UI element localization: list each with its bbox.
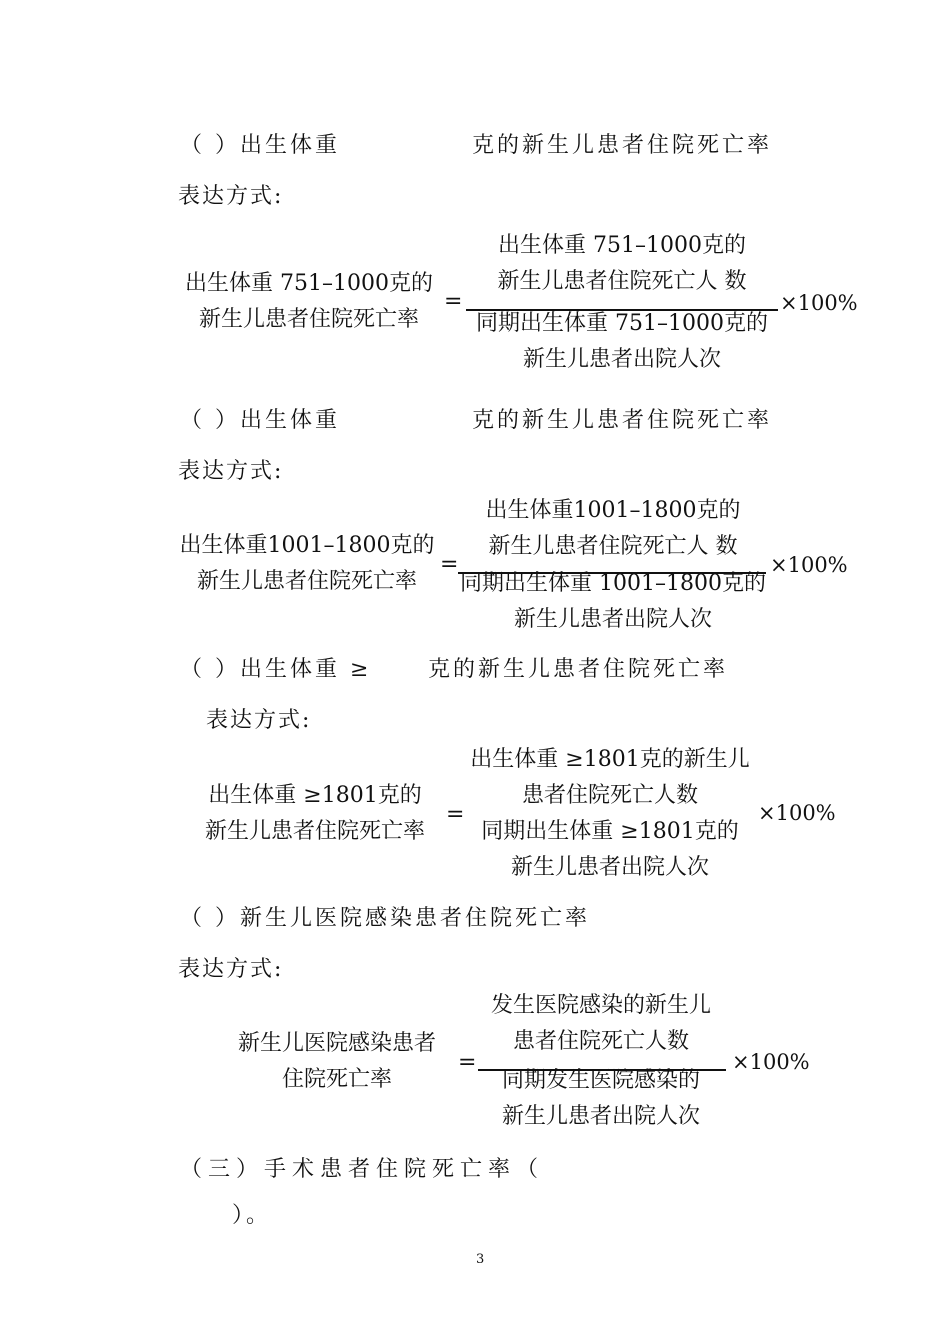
section-2-denominator-line-2: 新生儿患者出院人次: [513, 607, 712, 632]
section-1-denominator: [463, 306, 781, 378]
section-1-expression-label: 表达方式:: [178, 184, 284, 209]
section-1-lhs-line-1: 出生体重 751–1000克的: [185, 271, 433, 296]
section-1-heading-left: （ ）出生体重: [180, 133, 340, 158]
section-2-equals: =: [440, 552, 459, 577]
section-4-lhs-line-2: 住院死亡率: [281, 1067, 392, 1092]
section-3-numerator-line-1: 出生体重 ≥1801克的新生儿: [470, 747, 750, 772]
section-1-lhs-line-2: 新生儿患者住院死亡率: [198, 307, 419, 332]
section-2-denominator: [455, 566, 771, 638]
section-4-equals: =: [458, 1050, 477, 1075]
section-4-expression-label: 表达方式:: [178, 957, 284, 982]
section-1-numerator: [463, 228, 781, 300]
section-2-lhs-line-1: 出生体重1001–1800克的: [179, 533, 435, 558]
section-4-numerator-line-2: 患者住院死亡人数: [512, 1029, 689, 1054]
section-1-numerator-line-1: 出生体重 751–1000克的: [498, 233, 746, 258]
section-3-expression-label: 表达方式:: [206, 708, 312, 733]
section-3-denominator-line-2: 新生儿患者出院人次: [510, 855, 709, 880]
section-3-heading-right: 克的新生儿患者住院死亡率: [428, 657, 729, 682]
section-3-lhs-line-1: 出生体重 ≥1801克的: [208, 783, 422, 808]
section-4-lhs-line-1: 新生儿医院感染患者: [237, 1031, 436, 1056]
section-3-numerator: [452, 742, 768, 814]
section-3-multiplier: ×100%: [758, 801, 836, 825]
section-2-numerator: [455, 493, 771, 565]
section-2-expression-label: 表达方式:: [178, 459, 284, 484]
section-2-numerator-line-1: 出生体重1001–1800克的: [485, 498, 741, 523]
section-3-lhs-line-2: 新生儿患者住院死亡率: [204, 819, 425, 844]
section-2-numerator-line-2: 新生儿患者住院死亡人 数: [488, 534, 738, 559]
section-1-numerator-line-2: 新生儿患者住院死亡人 数: [497, 269, 747, 294]
section-2-heading-right: 克的新生儿患者住院死亡率: [472, 408, 773, 433]
section-3-numerator-line-2: 患者住院死亡人数: [521, 783, 698, 808]
section-2-multiplier: ×100%: [770, 553, 848, 577]
section-1-equals: =: [444, 289, 463, 314]
section-4-numerator-line-1: 发生医院感染的新生儿: [490, 993, 711, 1018]
section-3-heading-left: （ ）出生体重 ≥: [180, 657, 372, 682]
section-3-denominator-line-1: 同期出生体重 ≥1801克的: [481, 819, 739, 844]
section-2-denominator-line-1: 同期出生体重 1001–1800克的: [460, 571, 766, 596]
section-1-multiplier: ×100%: [780, 291, 858, 315]
section-1-heading-right: 克的新生儿患者住院死亡率: [472, 133, 773, 158]
page-number: 3: [476, 1252, 485, 1267]
final-heading-tail: ）。: [232, 1203, 272, 1228]
section-4-multiplier: ×100%: [732, 1050, 810, 1074]
section-4-denominator-line-2: 新生儿患者出院人次: [501, 1104, 700, 1129]
section-2-heading-left: （ ）出生体重: [180, 408, 340, 433]
section-4-lhs: [208, 1026, 466, 1098]
final-heading: （三）手术患者住院死亡率（: [180, 1157, 545, 1182]
section-4-denominator: [472, 1063, 730, 1135]
section-1-lhs: [180, 266, 438, 338]
section-4-numerator: [472, 988, 730, 1060]
section-2-lhs-line-2: 新生儿患者住院死亡率: [196, 569, 417, 594]
section-3-denominator: [452, 814, 768, 886]
section-3-lhs: [186, 778, 444, 850]
section-3-equals: =: [446, 802, 465, 827]
section-4-heading: （ ）新生儿医院感染患者住院死亡率: [180, 906, 590, 931]
section-2-lhs: [178, 528, 436, 600]
section-1-denominator-line-2: 新生儿患者出院人次: [522, 347, 721, 372]
section-1-denominator-line-1: 同期出生体重 751–1000克的: [476, 311, 768, 336]
section-4-denominator-line-1: 同期发生医院感染的: [501, 1068, 700, 1093]
